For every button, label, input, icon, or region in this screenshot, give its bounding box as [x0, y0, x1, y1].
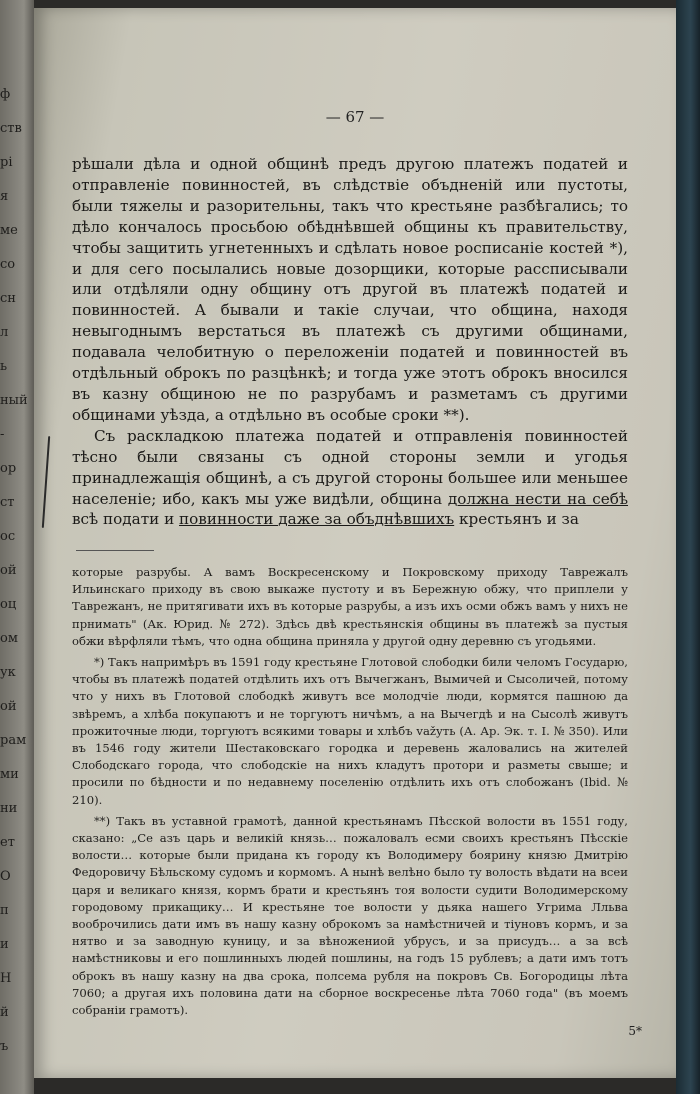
- left-page-fragment: оц: [0, 597, 17, 612]
- left-page-fragment: ный: [0, 393, 28, 408]
- left-page-fragment: ой: [0, 563, 17, 578]
- left-page-fragment: со: [0, 257, 16, 272]
- footnote-1: *) Такъ напримѣръ въ 1591 году крестьяне Глотовой слободки били челомъ Государю, чтобы въ платежѣ податей отдѣлить ихъ отъ Вычегжанъ, Вымичей и Сысоличей, потому что у нихъ въ Глотовой слободкѣ живутъ все молодчіе люди, кормятся пашною да звѣремъ, а хлѣба покупаютъ и не торгуютъ ничѣмъ, а на Вычегдѣ и на Сысолѣ живутъ прожиточные люди, торгуютъ всякими товары и хлѣбъ važуть (А. Ар. Эк. т. I. № 350). Или въ 1546 году жители Шестаковскаго городка и деревень жаловались на жителей Слободскаго города, что слободскіе на нихъ кладутъ протори и разметы свыше; и просили по бѣдности и по недавнему поселенію отдѣлить ихъ отъ слобожанъ (Ibid. № 210).: [72, 655, 628, 807]
- signature-mark: 5*: [628, 1024, 642, 1038]
- left-page-fragment: и: [0, 937, 9, 952]
- left-page-fragment: ук: [0, 665, 16, 680]
- paragraph-2-continuation: всѣ подати и: [72, 510, 175, 529]
- left-page-fragment: сн: [0, 291, 16, 306]
- left-page-fragment: п: [0, 903, 9, 918]
- left-page-fragment: л: [0, 325, 9, 340]
- book-cover-edge: [676, 0, 700, 1094]
- left-page-fragment: ми: [0, 767, 19, 782]
- left-page-fragment: й: [0, 1005, 9, 1020]
- footnote-continuation: которые разрубы. А вамъ Воскресенскому и Покровскому приходу Таврежалъ Ильинскаго приходу въ свою выкаже пустоту и въ Бережную обжу, что приплели у Таврежанъ, не притягивати ихъ въ которые разрубы, а изъ ихъ осми обжъ вамъ у нихъ не прнимать" (Ак. Юрид. № 272). Здѣсь двѣ крестьянскія общины въ платежѣ за пустыя обжи вѣрфляли тѣмъ, что одна община приняла у другой одну деревню съ угодьями.: [72, 565, 628, 648]
- paragraph-2: [72, 426, 628, 531]
- underlined-phrase-2: повинности даже за объднѣвшихъ: [179, 510, 455, 529]
- footnote-2: **) Такъ въ уставной грамотѣ, данной крестьянамъ Пѣсской волости въ 1551 году, сказано: „Се азъ царь и великій князь… пожаловалъ есми своихъ крестьянъ Пѣсскіе волости… которые были придана къ городу къ Володимеру боярину князю Дмитрію Федоровичу Бѣльскому судомъ и кормомъ. А нынѣ велѣно было ту волость вѣдати на всеи царя и великаго князя, кормъ брати и крестьянъ тоя волости судити Володимерскому городовому прикащику… И крестьяне тое волости у дьяка нашего Угрима Лльва вооброчились дати имъ въ нашу казну оброкомъ за намѣстничей и тіуновъ кормъ, и за нятво и за заводную куницу, и за вѣножениой убрусъ, и за присудъ… а за всѣ намѣстниковы и его пошлинныхъ людей пошлины, на годъ 15 рублевъ; а дати имъ тотъ оброкъ въ нашу казну на два срока, полсема рубля на покровъ Св. Богородицы лѣта 7060; а другая ихъ половина дати на сборное воскресенье лѣта 7060 года" (въ моемъ собраніи грамотъ).: [72, 813, 628, 1018]
- left-page-fragment: -: [0, 427, 5, 442]
- left-page-fragment: ст: [0, 495, 15, 510]
- left-page-fragment: ос: [0, 529, 16, 544]
- left-page-fragment: ме: [0, 223, 18, 238]
- left-page-fragment: ой: [0, 699, 17, 714]
- paragraph-1: рѣшали дѣла и одной общинѣ предъ другою платежъ податей и отправленіе повинностей, въ слѣдствіе объдненій или пустоты, были тяжелы и разорительны, такъ что крестьяне разбѣгались; то дѣло кончалось просьбою обѣднѣвшей общины къ правительству, чтобы защитить угнетенныхъ и сдѣлать новое росписаніе костей *), и для сего посылались новые дозорщики, которые рассписывали или отдѣляли одну общину отъ другой въ платежѣ податей и повинностей. А бывали и такіе случаи, что община, находя невыгоднымъ верстаться въ платежѣ съ другими общинами, подавала челобитную о переложеніи податей и повинностей въ отдѣльный оброкъ по разцѣнкѣ; и тогда уже этотъ оброкъ вносился въ казну общиною не по разрубамъ и разметамъ съ другими общинами уѣзда, а отдѣльно въ особые сроки **).: [72, 155, 628, 424]
- underlined-phrase-1: должна нести на себѣ: [447, 489, 629, 508]
- left-page-fragment: ф: [0, 87, 11, 102]
- left-page-fragment: ет: [0, 835, 15, 850]
- adjacent-page-edge: [0, 0, 34, 1094]
- footnotes: [72, 564, 628, 1023]
- main-text: [72, 154, 628, 530]
- left-page-fragment: рі: [0, 155, 13, 170]
- left-page-fragment: я: [0, 189, 9, 204]
- left-page-fragment: ом: [0, 631, 18, 646]
- handwritten-margin-line: [42, 436, 50, 528]
- footnote-separator: [76, 550, 154, 551]
- paragraph-2-text: Съ раскладкою платежа податей и отправленія повинностей тѣсно были связаны съ одной стороны земли и угодья принадлежащія общинѣ, а съ другой стороны большее или меньшее населеніе; ибо, какъ мы уже видѣли, община: [72, 426, 628, 508]
- left-page-fragment: ор: [0, 461, 17, 476]
- left-page-fragment: ъ: [0, 1039, 9, 1054]
- left-page-fragment: ни: [0, 801, 18, 816]
- left-page-fragment: О: [0, 869, 11, 884]
- left-page-fragment: ь: [0, 359, 8, 374]
- page-number: — 67 —: [325, 108, 385, 126]
- book-page: [34, 8, 676, 1078]
- left-page-fragment: Н: [0, 971, 12, 986]
- left-page-fragment: рам: [0, 733, 27, 748]
- left-page-fragment: ств: [0, 121, 22, 136]
- paragraph-2-end: крестьянъ и за: [459, 510, 579, 529]
